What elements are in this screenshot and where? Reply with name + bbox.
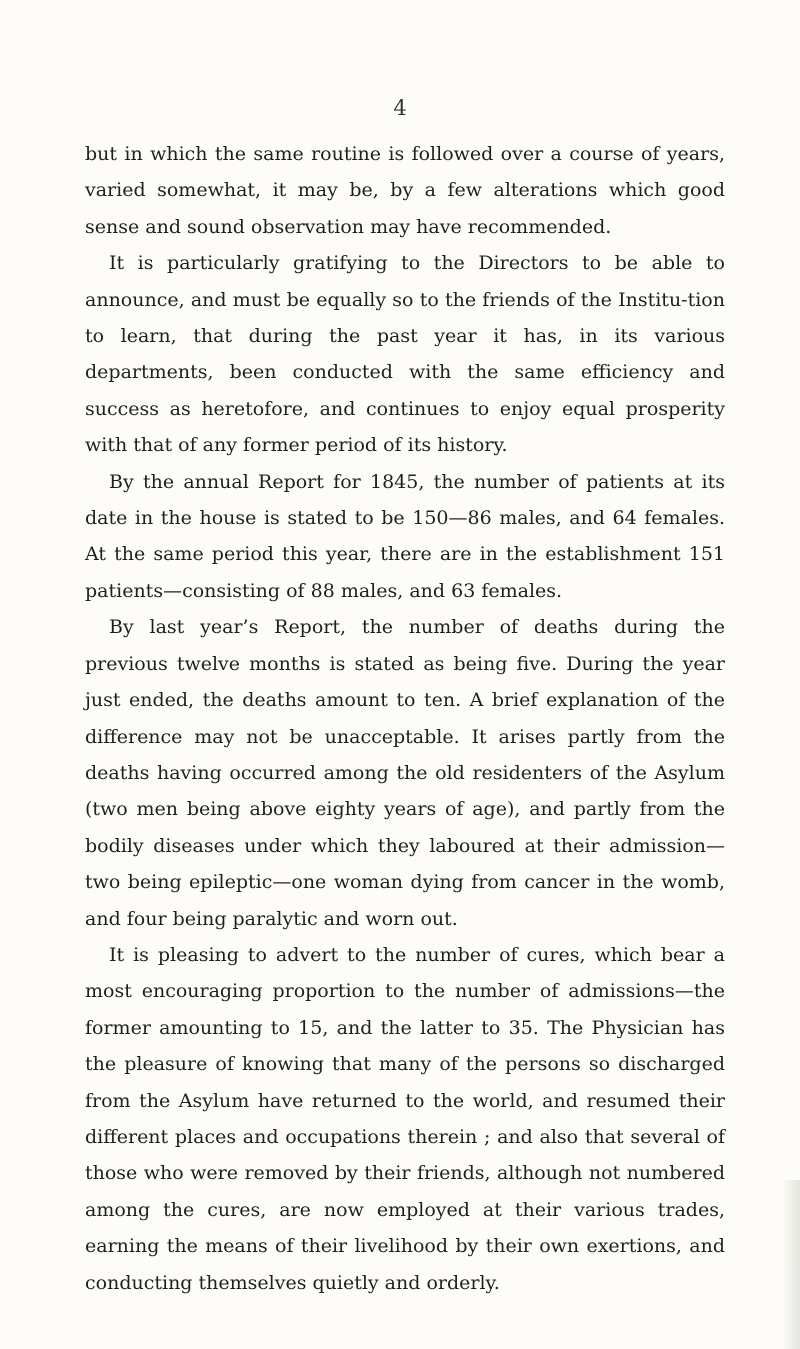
paragraph-directors-announcement: It is particularly gratifying to the Directors to be able to announce, and must be equally so to the friends of the Institu-tion to learn, that during the past year it has, in its various departments, been conducted with the same efficiency and success as heretofore, and continues to enjoy equal prosperity with that of any former period of its history. [85, 252, 725, 457]
page-number: 4 [393, 96, 407, 120]
body-text [85, 136, 725, 1301]
paragraph-deaths: By last year’s Report, the number of deaths during the previous twelve months is stated as being five. During the year just ended, the deaths amount to ten. A brief explanation of the difference may not be unacceptable. It arises partly from the deaths having occurred among the old residenters of the Asylum (two men being above eighty years of age), and partly from the bodily diseases under which they laboured at their admission—two being epileptic—one woman dying from cancer in the womb, and four being paralytic and worn out. [85, 616, 725, 930]
paragraph-patient-numbers: By the annual Report for 1845, the number of patients at its date in the house is stated to be 150—86 males, and 64 females. At the same period this year, there are in the establishment 151 patients—consisting of 88 males, and 63 females. [85, 470, 725, 602]
paragraph-continuation: but in which the same routine is followed over a course of years, varied somewhat, it may be, by a few alterations which good sense and sound observation may have recommended. [85, 143, 725, 238]
paragraph-cures: It is pleasing to advert to the number of cures, which bear a most encouraging proportion to the number of admissions—the former amounting to 15, and the latter to 35. The Physician has the pleasure of knowing that many of the persons so discharged from the Asylum have returned to the world, and resumed their different places and occupations therein ; and also that several of those who were removed by their friends, although not numbered among the cures, are now employed at their various trades, earning the means of their livelihood by their own exertions, and conducting themselves quietly and orderly. [85, 943, 725, 1294]
page-edge-shadow [782, 1180, 800, 1349]
